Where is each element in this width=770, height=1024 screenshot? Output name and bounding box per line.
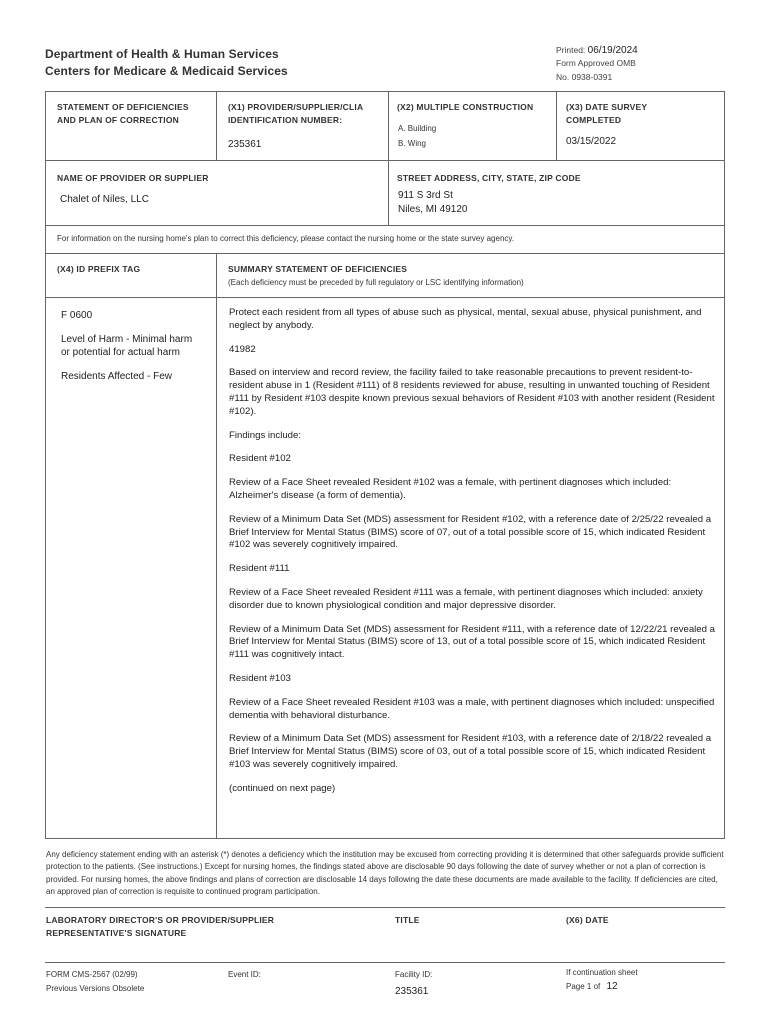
prefix-tag-label: (X4) ID PREFIX TAG — [57, 264, 141, 274]
form-number: FORM CMS-2567 (02/99) — [46, 970, 138, 979]
statement-label: STATEMENT OF DEFICIENCIES AND PLAN OF CORRECTION — [57, 102, 189, 125]
agency-name: Department of Health & Human Services — [45, 47, 279, 61]
agency-subname: Centers for Medicare & Medicaid Services — [45, 64, 288, 78]
tag-value: F 0600 — [61, 310, 93, 321]
paragraph: Review of a Minimum Data Set (MDS) assessment for Resident #102, with a reference date of 2/25/22 revealed a Brief Interview for Mental Status (BIMS) score of 07, out of a total possible score of 15, which indicated Resident #102 was severely cognitively impaired. — [229, 513, 712, 551]
deficiency-text — [229, 307, 717, 807]
address-line1: 911 S 3rd St — [398, 190, 453, 201]
date-label: (X6) DATE — [566, 915, 609, 925]
page-indicator — [566, 981, 618, 992]
paragraph: Resident #111 — [229, 563, 290, 575]
paragraph: (continued on next page) — [229, 782, 336, 794]
continuation-label: If continuation sheet — [566, 968, 638, 977]
title-label: TITLE — [395, 915, 420, 925]
facility-id-value: 235361 — [395, 986, 429, 997]
survey-date-value: 03/15/2022 — [566, 136, 617, 147]
signature-label: LABORATORY DIRECTOR'S OR PROVIDER/SUPPLIER REPRESENTATIVE'S SIGNATURE — [46, 915, 275, 938]
event-id-label: Event ID: — [228, 970, 261, 979]
omb-approval: Form Approved OMB — [556, 58, 636, 68]
printed-date: 06/19/2024 — [587, 45, 638, 56]
previous-versions: Previous Versions Obsolete — [46, 984, 145, 993]
paragraph: Findings include: — [229, 429, 301, 441]
provider-id-label: (X1) PROVIDER/SUPPLIER/CLIA IDENTIFICATION NUMBER: — [228, 102, 364, 125]
disclaimer: Any deficiency statement ending with an asterisk (*) denotes a deficiency which the institution may be excused from correcting providing it is determined that other safeguards provide sufficient protection to the patients. (See instructions.) Except for nursing homes, the findings stated above are disclosable 90 days following the date of survey whether or not a plan of correction is provided. For nursing homes, the above findings and plans of correction are disclosable 14 days following the date these documents are made available to the facility. If deficiencies are cited, an approved plan of correction is requisite to continued program participation. — [46, 850, 724, 896]
provider-name-value: Chalet of Niles, LLC — [60, 194, 149, 205]
paragraph: Resident #103 — [229, 672, 291, 684]
address-line2: Niles, MI 49120 — [398, 204, 468, 215]
construction-label: (X2) MULTIPLE CONSTRUCTION — [397, 102, 534, 112]
paragraph: Review of a Face Sheet revealed Resident #102 was a female, with pertinent diagnoses which included: Alzheimer's disease (a form of dementia). — [229, 477, 672, 501]
paragraph: Based on interview and record review, the facility failed to take reasonable precautions to prevent resident-to-resident abuse in 1 (Resident #111) of 8 residents reviewed for abuse, resulting in unwanted touching of Resident #111 by Resident #103 despite known previous sexual behaviors of Resident #103 with another resident (Resident #102). — [229, 367, 715, 417]
summary-label: SUMMARY STATEMENT OF DEFICIENCIES — [228, 264, 408, 274]
paragraph: Review of a Face Sheet revealed Resident #111 was a female, with pertinent diagnoses which included: anxiety disorder due to known physiological condition and major depressive disorder. — [229, 586, 703, 611]
building-label: A. Building — [398, 124, 437, 133]
facility-id-label: Facility ID: — [395, 970, 433, 979]
summary-sublabel: (Each deficiency must be preceded by full regulatory or LSC identifying information) — [228, 278, 524, 287]
page-label: Page 1 of — [566, 982, 601, 991]
address-label: STREET ADDRESS, CITY, STATE, ZIP CODE — [397, 173, 581, 183]
printed-line — [556, 45, 638, 56]
harm-level: Level of Harm - Minimal harm or potential for actual harm — [61, 334, 193, 358]
info-line: For information on the nursing home's plan to correct this deficiency, please contact the nursing home or the state survey agency. — [57, 234, 515, 243]
residents-affected: Residents Affected - Few — [61, 371, 172, 382]
page-total: 12 — [606, 981, 618, 992]
paragraph: Review of a Minimum Data Set (MDS) assessment for Resident #111, with a reference date of 12/22/21 revealed a Brief Interview for Mental Status (BIMS) score of 13, out of a total possible score of 15, which indicated Resident #111 was cognitively intact. — [229, 623, 715, 661]
survey-date-label: (X3) DATE SURVEY COMPLETED — [566, 102, 648, 125]
paragraph: Resident #102 — [229, 453, 291, 465]
omb-number: No. 0938-0391 — [556, 72, 613, 82]
provider-name-label: NAME OF PROVIDER OR SUPPLIER — [57, 173, 209, 183]
wing-label: B. Wing — [398, 139, 427, 148]
provider-id-value: 235361 — [228, 139, 262, 150]
paragraph: Protect each resident from all types of abuse such as physical, mental, sexual abuse, physical punishment, and neglect by anybody. — [229, 307, 702, 331]
printed-label: Printed: — [556, 45, 586, 55]
paragraph: Review of a Minimum Data Set (MDS) assessment for Resident #103, with a reference date of 2/18/22 revealed a Brief Interview for Mental Status (BIMS) score of 03, out of a total possible score of 15, which indicated Resident #103 was severely cognitively impaired. — [229, 733, 712, 770]
paragraph: Review of a Face Sheet revealed Resident #103 was a male, with pertinent diagnoses which included: unspecified dementia with behavioral disturbance. — [229, 696, 715, 721]
paragraph: 41982 — [229, 343, 256, 355]
